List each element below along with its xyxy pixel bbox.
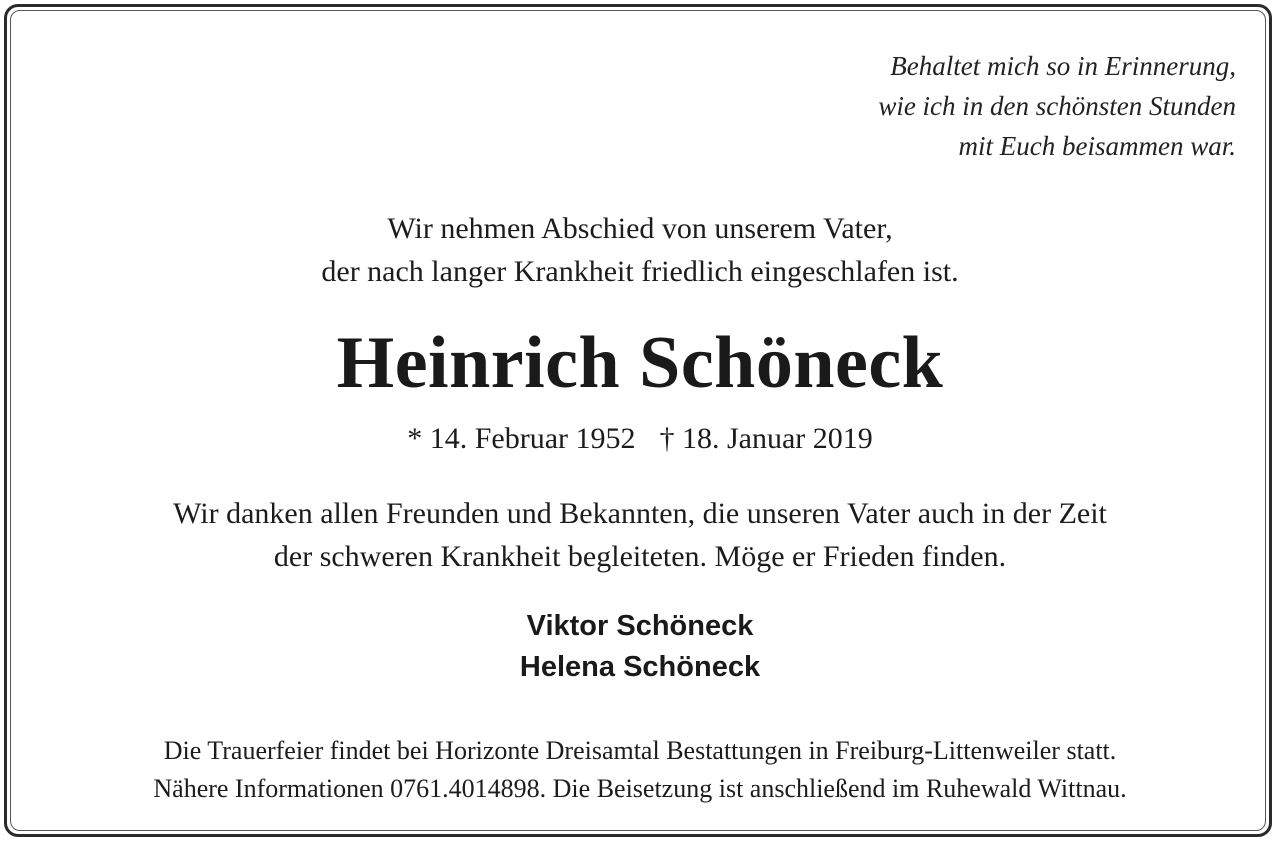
motto-line: Behaltet mich so in Erinnerung, [890,51,1236,81]
deceased-name: Heinrich Schöneck [336,322,944,404]
motto-line: mit Euch beisammen war. [958,131,1236,161]
motto-quote [878,46,1236,166]
thanks-line: Wir danken allen Freunden und Bekannten, die unseren Vater auch in der Zeit [173,497,1107,530]
thanks-line: der schweren Krankheit begleiteten. Möge er Frieden finden. [273,540,1007,573]
thanks-text [0,492,1280,578]
ceremony-line: Nähere Informationen 0761.4014898. Die Beisetzung ist anschließend im Ruhewald Wittnau. [153,774,1127,803]
mourners [0,606,1280,688]
mourner-name: Viktor Schöneck [526,610,754,642]
life-dates [0,418,1280,460]
intro-text [0,207,1280,293]
ceremony-info [0,732,1280,808]
ceremony-line: Die Trauerfeier findet bei Horizonte Dreisamtal Bestattungen in Freiburg-Littenweiler statt. [163,736,1117,765]
intro-line: Wir nehmen Abschied von unserem Vater, [387,212,893,245]
motto-line: wie ich in den schönsten Stunden [878,91,1236,121]
intro-line: der nach langer Krankheit friedlich eingeschlafen ist. [321,255,959,288]
mourner-name: Helena Schöneck [519,651,761,683]
birth-date: * 14. Februar 1952 [407,422,636,455]
death-date: † 18. Januar 2019 [659,422,873,455]
